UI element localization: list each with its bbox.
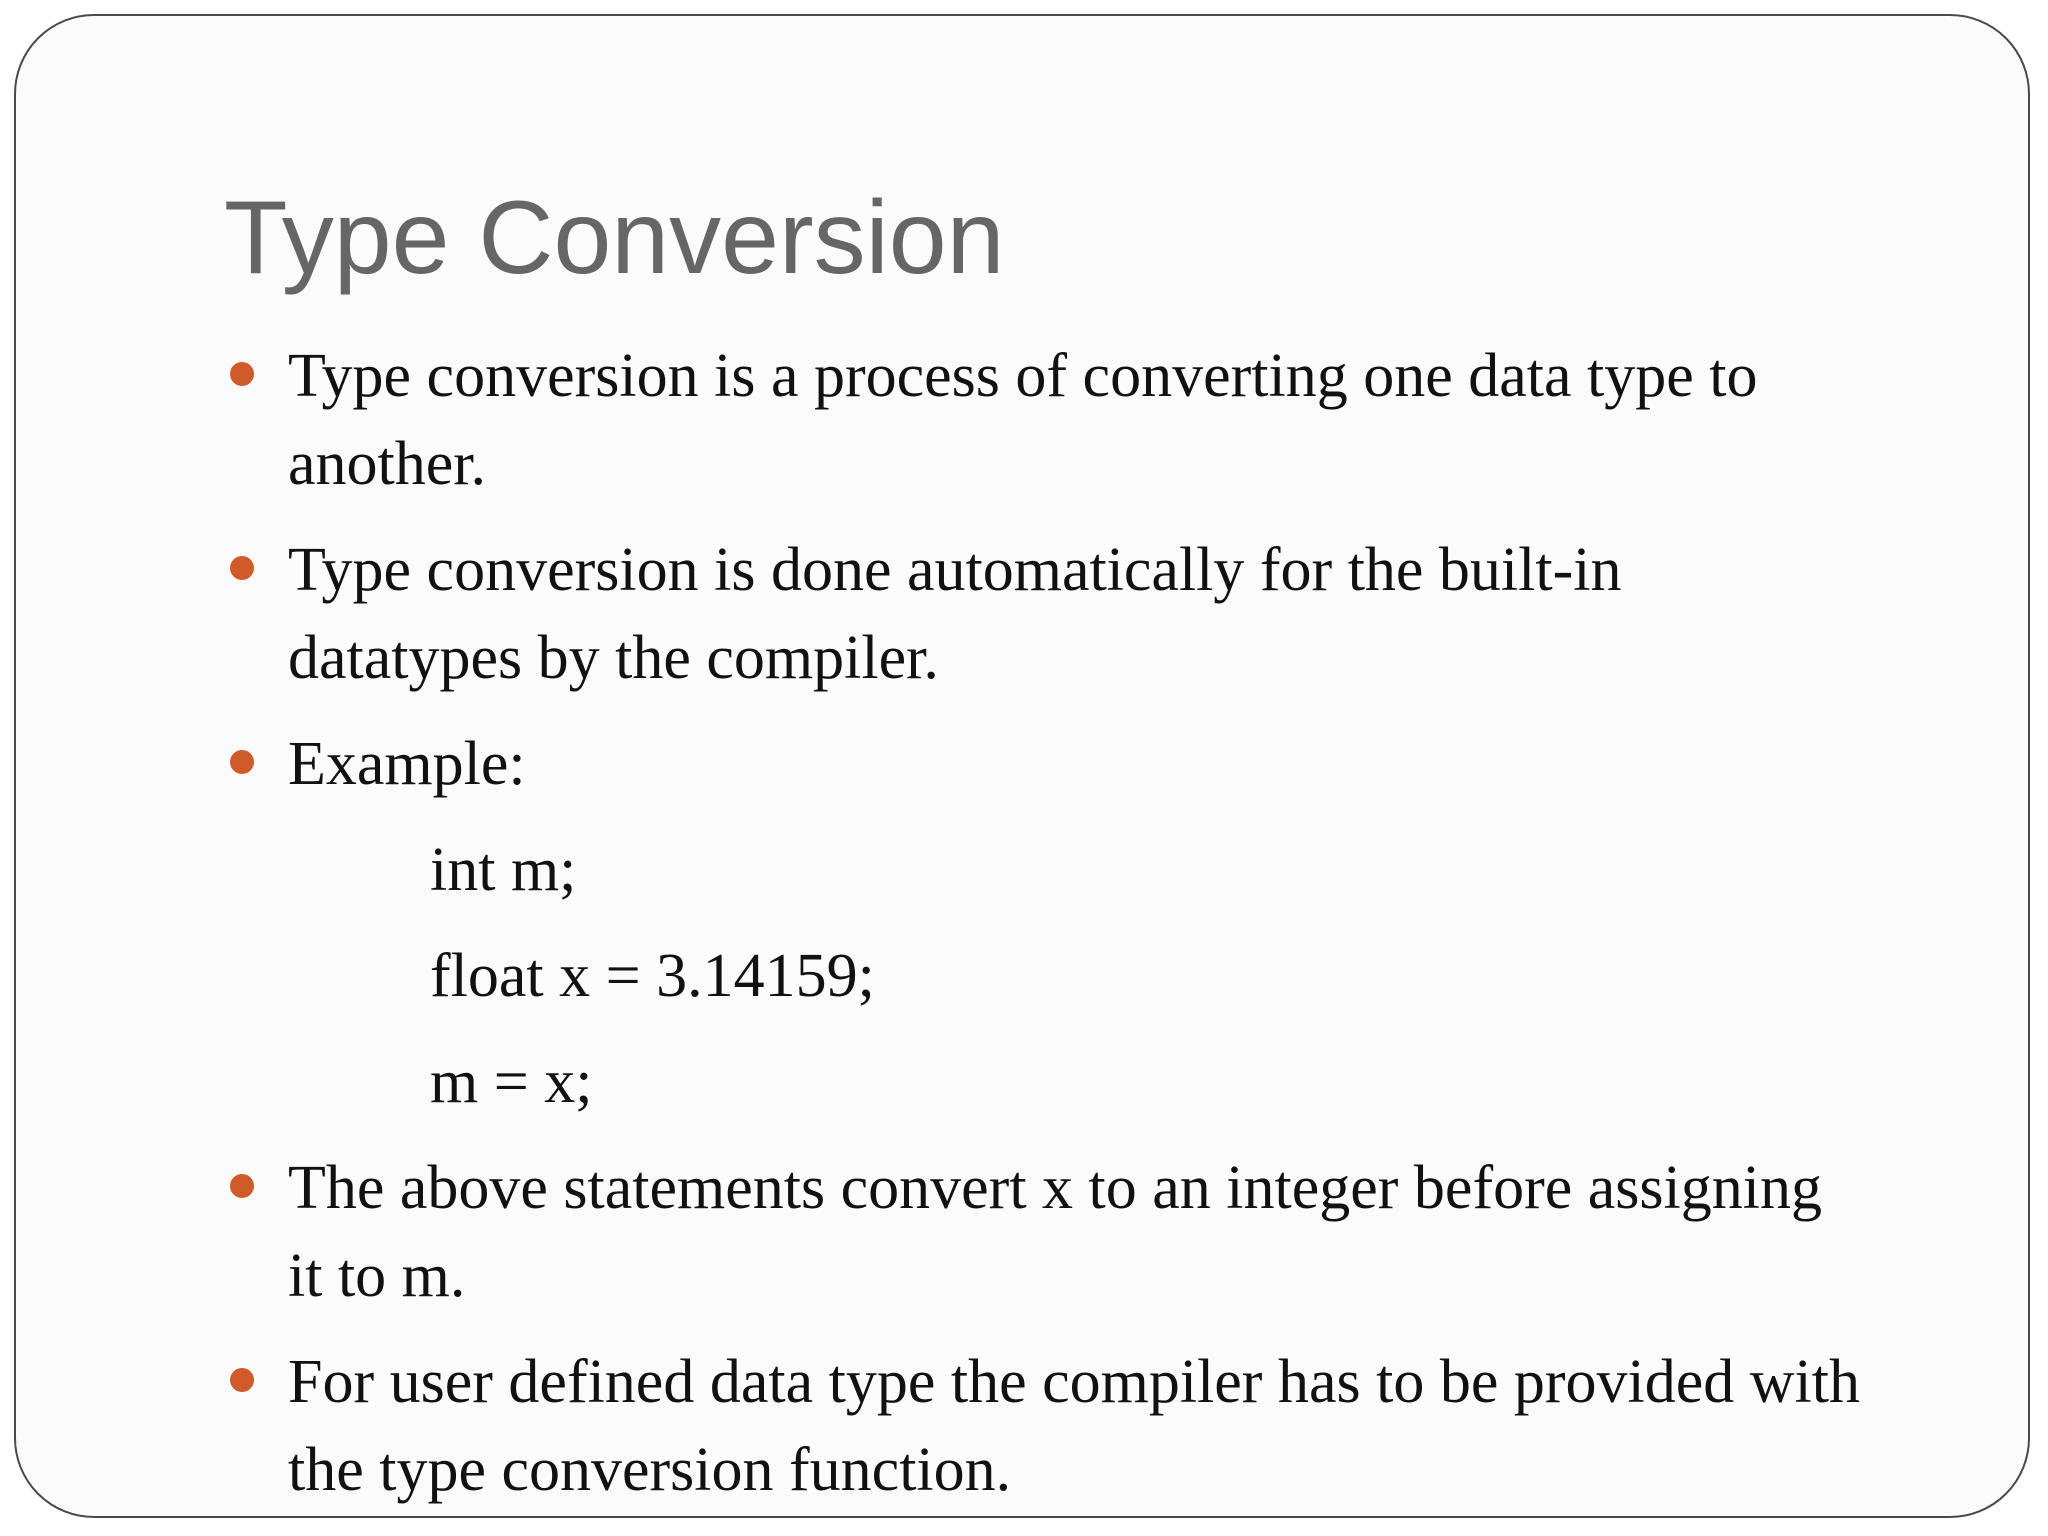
- bullet-text: Type conversion is a process of converting one data type to another.: [288, 342, 1758, 498]
- bullet-dot-icon: [230, 1174, 254, 1198]
- slide-title: Type Conversion: [224, 180, 1005, 296]
- bullet-text: For user defined data type the compiler has to be provided with the type conversion function.: [288, 1348, 1860, 1504]
- bullet-item: [224, 526, 1864, 702]
- bullet-text: Type conversion is done automatically for the built-in datatypes by the compiler.: [288, 536, 1622, 692]
- bullet-item: [224, 332, 1864, 508]
- bullet-text: The above statements convert x to an integer before assigning it to m.: [288, 1154, 1822, 1310]
- bullet-text: Example:: [288, 730, 526, 798]
- bullet-dot-icon: [230, 1368, 254, 1392]
- bullet-dot-icon: [230, 750, 254, 774]
- code-line: float x = 3.14159;: [430, 942, 875, 1010]
- bullet-item: [224, 1144, 1864, 1320]
- bullet-item: [224, 720, 1864, 808]
- slide-body: [224, 332, 1864, 1532]
- code-line: int m;: [430, 836, 577, 904]
- bullet-dot-icon: [230, 556, 254, 580]
- bullet-item: [224, 1338, 1864, 1514]
- bullet-dot-icon: [230, 362, 254, 386]
- code-line: m = x;: [430, 1048, 593, 1116]
